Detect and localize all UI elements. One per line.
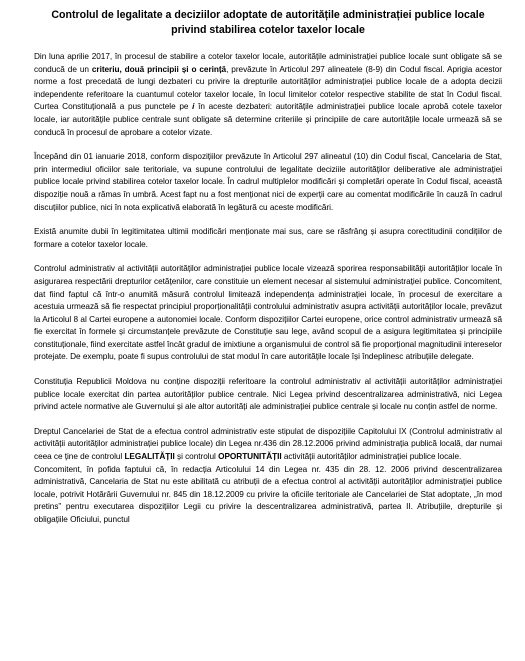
paragraph-7: Concomitent, în pofida faptului că, în redacția Articolului 14 din Legea nr. 435 din 28. 12. 2006 privind descentralizarea administrativă, Cancelaria de Stat nu este abilitată cu atribuții de a efectua control al activității autorităților administrației publice locale, potrivit Hotărârii Guvernului nr. 845 din 18.12.2009 cu privire la oficiile teritoriale ale Cancelariei de Stat adoptate, „în mod pretins” pentru executarea dispozițiilor Legii cu privire la descentralizarea administrativă, partea II. Atribuțiile, drepturile și obligațiile Oficiului, punctul — [34, 464, 502, 524]
paragraph-1-italic-i: i — [192, 102, 195, 112]
document-title: Controlul de legalitate a deciziilor adoptate de autoritățile administrației publice locale privind stabilirea cotelor taxelor locale — [51, 9, 485, 36]
paragraph-6-text-e: activității autorităților administrației publice locale. — [281, 452, 462, 462]
paragraph-1 — [34, 51, 502, 139]
paragraph-6-bold-opportunity: OPORTUNITĂȚII — [218, 452, 282, 462]
paragraph-1-text-c: , prevăzute în Articolul 297 alineatele (8-9) din Codul fiscal. Aprigia acestor norme a fost precedată de lungi dezbateri cu privire la drepturile autorităților administrației publice locale de a adopta decizii independente referitoare la cuantumul cotelor taxelor locale, în locul limitelor cotelor respective stabilite de stat în Codul fiscal. Curtea Constituțională a pus punctele pe — [34, 64, 502, 112]
paragraph-1-text-a: Din luna aprilie 2017, în procesul de stabilire a cotelor taxelor locale, autoritățile administrației publice locale sunt obligate să se conducă de un — [34, 52, 502, 74]
paragraph-6 — [34, 426, 502, 464]
paragraph-1-text-e: în aceste dezbateri: autoritățile administrației publice locale aprobă cotele taxelor locale, iar autoritățile publice centrale sunt obligate să determine criteriile și principiile de care autoritățile locale urmează să se conducă în procesul de aprobare a cotelor vizate. — [34, 102, 502, 137]
paragraph-1-bold-criteria: criteriu, două principii și o cerință — [91, 64, 227, 74]
paragraph-6-bold-legality: LEGALITĂȚII — [124, 452, 175, 462]
paragraph-3: Există anumite dubii în legitimitatea ultimii modificări menționate mai sus, care se răsfrâng și asupra corectitudinii condițiilor de formare a cotelor taxelor locale. — [34, 227, 502, 249]
paragraph-4: Controlul administrativ al activității autorităților administrației publice locale vizează sporirea responsabilității autorităților locale în asigurarea respectării drepturilor cetățenilor, care constituie un element necesar al sistemului administrației publice. Concomitent, dat fiind faptul că într-o anumită măsură controlul limitează independența administrației locale, în procesul de exercitare a acestuia urmează să fie respectat principiul proporționalității controlului administrativ asupra activității autorităților locale, prevăzut la Articolul 8 al Cartei europene a autonomiei locale. Conform dispozițiilor Cartei europene, orice control administrativ urmează să fie exercitat în formele și circumstanțele prevăzute de Constituție sau lege, având scopul de a asigura legitimitatea și principiile constituționale, fiind exercitate astfel încât gradul de imixtiune a organismului de control să fie proporțional magnitudinii intereselor protejate. De exemplu, poate fi supus controlului de stat modul în care autoritățile locale își îndeplinesc atribuțiile delegate. — [34, 264, 502, 362]
document-page — [34, 8, 502, 524]
paragraph-2: Începând din 01 ianuarie 2018, conform dispozițiilor prevăzute în Articolul 297 alineatul (10) din Codul fiscal, Cancelaria de Stat, prin intermediul oficiilor sale teritoriale, va supune controlului de legalitate deciziile autorităților deliberative ale administrației publice locale privind stabilirea cotelor taxelor locale. În cadrul multiplelor modificări și completări operate în Codul fiscal, această dispoziție nouă a rămas în umbră. Acest fapt nu a fost menționat nici de experții care au comentat modificările în cauză în cadrul discuțiilor publice, nici în nota explicativă elaborată în legătură cu aceste modificări. — [34, 152, 502, 212]
paragraph-5: Constituția Republicii Moldova nu conține dispoziții referitoare la controlul administrativ al activității autorităților administrației publice locale exercitat din partea autorităților publice centrale. Nici Legea privind descentralizarea administrativă, nici Legea privind actele normative ale Guvernului și ale altor autorități ale administrației publice centrale și locale nu conțin astfel de norme. — [34, 377, 502, 412]
paragraph-6-text-c: și controlul — [174, 452, 219, 462]
paragraph-6-text-a: Dreptul Cancelariei de Stat de a efectua control administrativ este stipulat de dispozițiile Capitolului IX (Controlul administrativ al activității autorităților administrației publice locale) din Legea nr.436 din 28.12.2006 privind administrația publică locală, dar numai ceea ce ține de controlul — [34, 426, 502, 462]
